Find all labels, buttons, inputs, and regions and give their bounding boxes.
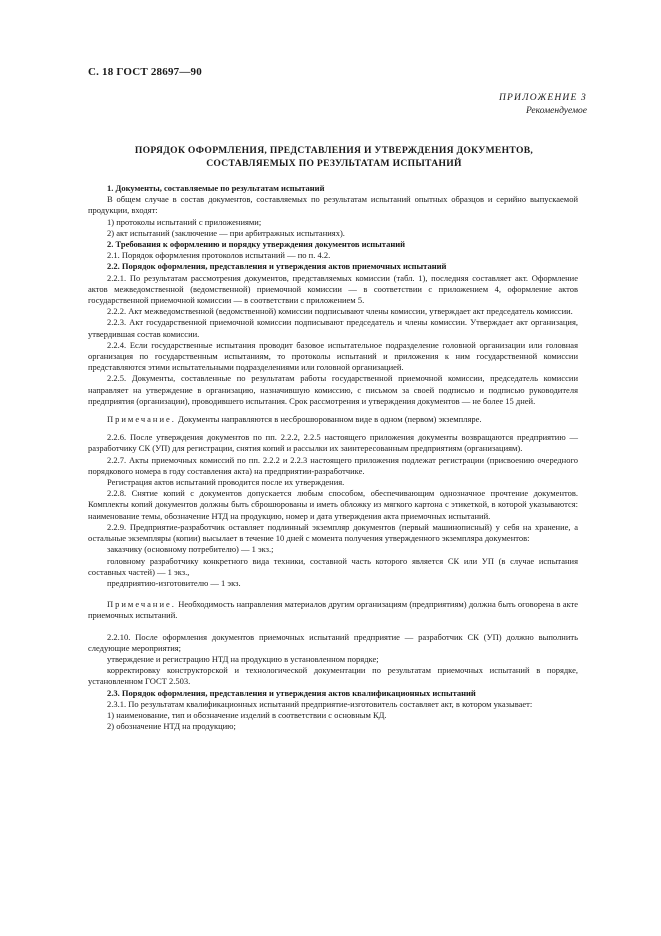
paragraph: Регистрация актов испытаний проводится после их утверждения. [107,477,345,488]
list-item: утверждение и регистрацию НТД на продукцию в установленном порядке; [107,653,379,664]
section-1-heading: 1. Документы, составляемые по результатам испытаний [107,183,325,193]
paragraph: 2.2.6. После утверждения документов по пп. 2.2.2, 2.2.5 настоящего приложения документы возвращаются предприятию — разработчику СК (УП) для регистрации, снятия копий и рассылки их заинтересованным предприятиям (организациям). [88,432,578,454]
list-item: заказчику (основному потребителю) — 1 экз.; [107,544,274,555]
list-item: предприятию-изготовителю — 1 экз. [107,577,241,588]
paragraph: 2.2.7. Акты приемочных комиссий по пп. 2.2.2 и 2.2.3 настоящего приложения подлежат регистрации (присвоению очередного порядкового номера в году составления акта) на предприятии-разработчике. [88,454,578,476]
paragraph: 2.2.8. Снятие копий с документов допускается любым способом, обеспечивающим однозначное прочтение документов. Комплекты копий документов должны быть сброшюрованы и иметь обложку из мягкого картона с этикеткой, в которой указываются: наименование темы, обозначение НТД на продукцию, номер и дата утверждения акта приемочных испытаний. [88,488,578,521]
document-title [96,145,572,170]
paragraph: В общем случае в состав документов, составляемых по результатам испытаний опытных образцов и серийно выпускаемой продукции, входят: [88,194,578,216]
note-text: Необходимость направления материалов другим организациям (предприятиям) должна быть оговорена в акте приемочных испытаний. [88,599,578,621]
title-line-1: ПОРЯДОК ОФОРМЛЕНИЯ, ПРЕДСТАВЛЕНИЯ И УТВЕРЖДЕНИЯ ДОКУМЕНТОВ, [134,145,534,156]
document-body [88,183,578,732]
appendix-label: ПРИЛОЖЕНИЕ 3 [498,93,587,103]
note-label: Примечание. [107,599,176,610]
list-item: корректировку конструкторской и технологической документации по результатам приемочных испытаний в порядке, установленном ГОСТ 2.503. [88,665,578,687]
paragraph: 2.2.4. Если государственные испытания проводит базовое испытательное подразделение головной организации или головная организация по государственным испытаниям, то протоколы испытаний и приложения к ним государственной комиссии представляются этими испытательными подразделениями или головной организацией. [88,339,578,373]
list-item: 1) наименование, тип и обозначение изделий в соответствии с основным КД. [107,709,387,720]
note-text: Документы направляются в несброшюрованном виде в одном (первом) экземпляре. [178,414,482,425]
list-item: головному разработчику конкретного вида техники, составной часть которого является СК или УП (в случае испытания составных частей) — 1 экз., [88,555,578,577]
paragraph: 2.1. Порядок оформления протоколов испытаний — по п. 4.2. [107,250,331,261]
note-label: Примечание. [107,414,176,425]
paragraph: 2.2.3. Акт государственной приемочной комиссии подписывают председатель и члены комиссии. Утверждает акт организация, утвердившая состав комиссии. [88,317,578,339]
section-2-heading: 2. Требования к оформлению и порядку утверждения документов испытаний [107,239,406,250]
paragraph: 2.3.1. По результатам квалификационных испытаний предприятие-изготовитель составляет акт, в котором указывает: [107,698,533,709]
title-line-2: СОСТАВЛЯЕМЫХ ПО РЕЗУЛЬТАТАМ ИСПЫТАНИЙ [206,157,462,169]
note-2 [88,599,578,621]
section-2-3-heading: 2.3. Порядок оформления, представления и утверждения актов квалификационных испытаний [107,687,476,698]
list-item: 2) акт испытаний (заключение — при арбитражных испытаниях). [107,227,345,238]
paragraph: 2.2.10. После оформления документов приемочных испытаний предприятие — разработчик СК (УП) должно выполнить следующие мероприятия; [88,631,578,653]
appendix-label-block [499,92,587,118]
paragraph: 2.2.2. Акт межведомственной (ведомственной) комиссии подписывают члены комиссии, утверждает акт председатель комиссии. [107,306,573,317]
paragraph: 2.2.5. Документы, составленные по результатам работы государственной приемочной комиссии, председатель комиссии направляет на утверждение в организацию, назначившую комиссию, с письмом за своей подписью и подписью руководителя предприятия (организации), проводившего испытания. Срок рассмотрения и утверждения документов — не более 15 дней. [88,373,578,406]
page-header: С. 18 ГОСТ 28697—90 [88,66,202,78]
note-1 [88,414,578,425]
list-item: 1) протоколы испытаний с приложениями; [107,216,262,227]
section-2-2-heading: 2.2. Порядок оформления, представления и утверждения актов приемочных испытаний [107,261,447,272]
appendix-status: Рекомендуемое [525,106,587,116]
paragraph: 2.2.1. По результатам рассмотрения документов, представляемых комиссии (табл. 1), последняя составляет акт. Оформление актов межведомственной (ведомственной) приемочной комиссии — в соответствии с приложением 4, оформление актов государственной приемочной комиссии — в соответствии с приложением 5. [88,272,578,306]
paragraph: 2.2.9. Предприятие-разработчик оставляет подлинный экземпляр документов (первый машинописный) у себя на хранение, а остальные экземпляры (копии) высылает в течение 10 дней с момента получения утвержденного экземпляра документов: [88,521,578,544]
list-item: 2) обозначение НТД на продукцию; [107,721,236,732]
